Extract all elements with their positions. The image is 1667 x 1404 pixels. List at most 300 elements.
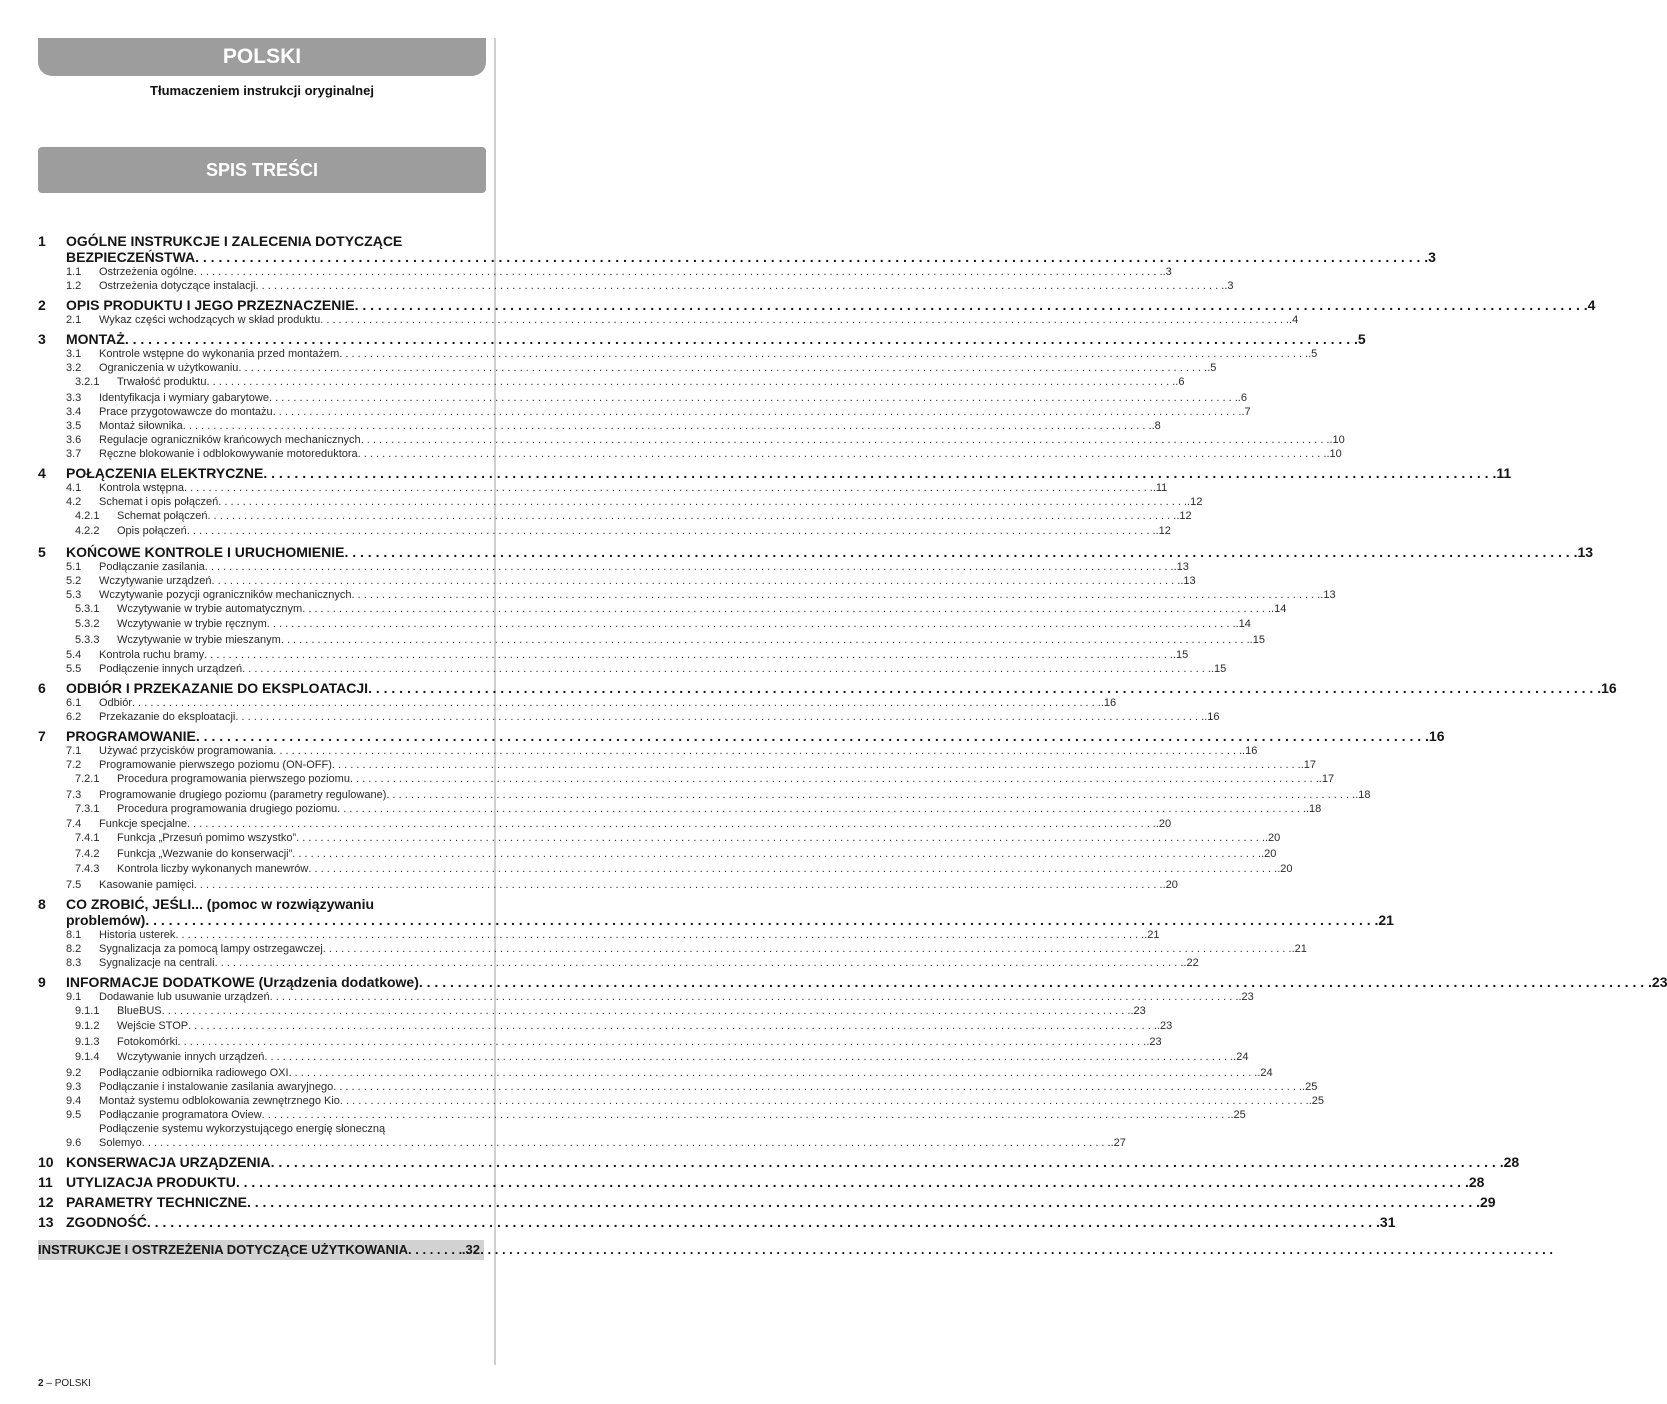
document-subtitle: Tłumaczeniem instrukcji oryginalnej [150, 83, 374, 98]
toc-leader-dots [408, 1242, 462, 1257]
toc-sub-line [99, 265, 1172, 279]
toc-main-entry [38, 1173, 1485, 1190]
toc-leader-dots [178, 1035, 1147, 1051]
toc-leader-dots [262, 1108, 1231, 1122]
toc-leader-dots [358, 447, 1327, 461]
toc-sub-entry [38, 481, 1168, 495]
toc-main-line [66, 297, 1595, 313]
toc-sub-number: 7.5 [66, 878, 82, 891]
toc-leader-dots [147, 1214, 1380, 1230]
toc-sub-title: Montaż systemu odblokowania zewnętrznego Kio [99, 1094, 340, 1107]
toc-main-title: ZGODNOŚĆ [66, 1213, 147, 1230]
toc-sub-entry [38, 1050, 1249, 1066]
toc-sub-line [99, 928, 1160, 942]
toc-main-body [66, 896, 1394, 928]
toc-sub-title: Wczytywanie urządzeń [99, 574, 212, 587]
toc-sub-page: .16 [1100, 697, 1117, 709]
toc-leader-dots [361, 433, 1330, 447]
toc-sub-body [99, 648, 1188, 662]
toc-main-body [66, 297, 1595, 313]
toc-sub-line [99, 942, 1307, 956]
toc-sub-line [99, 419, 1161, 433]
toc-leader-dots [350, 772, 1319, 788]
toc-sub-number: 9.1.4 [75, 1051, 100, 1063]
toc-sub-number: 1.2 [66, 280, 82, 292]
toc-main-page: 11 [1496, 464, 1512, 481]
toc-leader-dots [204, 648, 1173, 662]
toc-sub-number: 5.2 [66, 574, 82, 587]
toc-sub-body [117, 1019, 1172, 1035]
toc-section [38, 464, 1512, 540]
toc-leader-dots [132, 696, 1101, 710]
toc-leader-dots [183, 419, 1152, 433]
toc-leader-dots [194, 878, 1163, 892]
toc-sub-body [117, 375, 1184, 391]
toc-main-title: OGÓLNE INSTRUKCJE I ZALECENIA DOTYCZĄCE [66, 233, 403, 249]
toc-sub-page: .25 [1230, 1108, 1246, 1121]
toc-sub-title: Regulacje ograniczników krańcowych mechanicznych [99, 433, 361, 446]
toc-sub-body [99, 391, 1247, 405]
toc-leader-dots [175, 928, 1144, 942]
toc-sub-title: Solemyo [99, 1136, 142, 1149]
toc-sub-line [99, 560, 1189, 574]
toc-sub-number: 7.2.1 [75, 773, 100, 785]
toc-sub-number: 4.1 [66, 481, 82, 494]
toc-sub-entry [38, 710, 1220, 724]
toc-main-body [66, 680, 1617, 696]
toc-main-line [66, 233, 1436, 249]
toc-sub-page: .4 [1289, 314, 1299, 326]
toc-leader-dots [292, 847, 1261, 863]
toc-main-body [66, 974, 1667, 990]
toc-sub-title: Procedura programowania drugiego poziomu [117, 802, 338, 815]
toc-sub-entry [38, 648, 1189, 662]
toc-leader-dots [218, 495, 1187, 509]
toc-sub-title: Prace przygotowawcze do montażu [99, 405, 273, 418]
toc-sub-number: 3.5 [66, 419, 82, 432]
toc-leader-dots [194, 265, 1163, 279]
toc-sub-line [99, 1136, 1126, 1150]
toc-sub-body [99, 265, 1172, 279]
toc-leader-dots [196, 728, 1429, 744]
toc-sub-number: 1.1 [66, 266, 82, 278]
toc-leader-dots [296, 831, 1265, 847]
toc-sub-body [99, 447, 1342, 461]
toc-leader-dots [142, 1136, 1111, 1150]
toc-sub-title: Odbiór [99, 697, 133, 709]
toc-main-title: BEZPIECZEŃSTWA [66, 249, 196, 265]
toc-sub-number: 4.2.1 [75, 509, 100, 522]
toc-sub-body [99, 710, 1219, 724]
toc-leader-dots [323, 942, 1292, 956]
toc-sub-body [99, 758, 1316, 772]
toc-main-page: 5 [1357, 331, 1366, 347]
toc-leader-dots [208, 509, 1177, 525]
toc-sub-page: .27 [1110, 1136, 1126, 1149]
toc-main-body [66, 728, 1445, 744]
toc-section [38, 680, 1617, 724]
toc-sub-title: Funkcja „Przesuń pomimo wszystko” [117, 832, 297, 844]
toc-sub-line [99, 391, 1247, 405]
toc-sub-body [99, 313, 1298, 327]
toc-sub-title: Używać przycisków programowania [99, 745, 274, 757]
toc-sub-body [99, 347, 1317, 361]
toc-sub-entry [38, 878, 1178, 892]
toc-sub-title: Wczytywanie w trybie ręcznym [117, 618, 267, 630]
toc-main-title: INFORMACJE DODATKOWE (Urządzenia dodatkowe) [66, 973, 419, 990]
toc-sub-entry [38, 279, 1234, 293]
toc-heading-banner [38, 147, 486, 193]
toc-sub-entry [38, 696, 1117, 710]
toc-main-line [66, 728, 1445, 744]
toc-sub-number: 7.2 [66, 759, 82, 771]
toc-main-body [66, 1174, 1484, 1190]
toc-sub-entry [38, 560, 1189, 574]
toc-sub-line [117, 1004, 1146, 1020]
toc-sub-title: Podłączanie programatora Oview [99, 1108, 262, 1121]
toc-leader-dots [332, 758, 1301, 772]
toc-sub-body [99, 495, 1202, 509]
toc-sub-body [99, 744, 1257, 758]
toc-sub-body [117, 847, 1276, 863]
toc-sub-number: 9.1.1 [75, 1004, 100, 1017]
toc-sub-line [99, 313, 1298, 327]
toc-sub-body [99, 1094, 1324, 1108]
footer-language: POLSKI [54, 1378, 91, 1389]
toc-section [38, 543, 1594, 677]
toc-main-page: 28 [1503, 1153, 1520, 1170]
toc-sub-entry [38, 1004, 1146, 1020]
toc-main-page: 21 [1378, 911, 1394, 928]
toc-sub-title: Schemat i opis połączeń [99, 495, 219, 508]
toc-sub-page: .17 [1300, 759, 1317, 771]
toc-main-line [66, 331, 1366, 347]
toc-sub-line [99, 990, 1254, 1004]
toc-sub-entry [38, 1122, 1126, 1150]
toc-sub-title: Procedura programowania pierwszego poziomu [117, 773, 350, 785]
toc-sub-title: Opis połączeń [117, 525, 187, 537]
toc-leader-dots [267, 617, 1236, 633]
toc-section [38, 728, 1445, 892]
toc-sub-entry [38, 419, 1161, 433]
toc-sub-entry [38, 956, 1199, 970]
toc-sub-number: 5.5 [66, 663, 82, 675]
toc-sub-number: 4.2 [66, 495, 82, 508]
toc-sub-title: Wczytywanie w trybie mieszanym [117, 633, 281, 646]
toc-section [38, 895, 1394, 970]
toc-sub-line [117, 831, 1280, 847]
toc-leader-dots [269, 391, 1238, 405]
toc-main-line [66, 1194, 1496, 1210]
toc-main-number: 6 [38, 680, 46, 696]
toc-sub-page: .3 [1224, 280, 1234, 292]
toc-sub-entry [38, 405, 1251, 419]
toc-sub-title: Funkcja „Wezwanie do konserwacji” [117, 847, 293, 860]
toc-leader-dots [263, 465, 1496, 481]
toc-sub-number: 9.1.2 [75, 1020, 100, 1032]
toc-leader-dots [273, 744, 1242, 758]
toc-sub-page: .20 [1155, 818, 1172, 830]
toc-sub-entry [38, 1080, 1318, 1094]
toc-sub-line [99, 347, 1317, 361]
toc-sub-entry [38, 1094, 1325, 1108]
toc-sub-title: Kontrole wstępne do wykonania przed montażem [99, 348, 340, 360]
toc-sub-title: Sygnalizacja za pomocą lampy ostrzegawczej [99, 942, 323, 955]
toc-main-body [66, 331, 1366, 347]
toc-heading: SPIS TREŚCI [205, 159, 319, 180]
toc-sub-title: Historia usterek [99, 928, 176, 941]
toc-sub-title: Kontrola ruchu bramy [99, 649, 205, 661]
toc-sub-number: 8.3 [66, 956, 82, 969]
toc-sub-line [99, 956, 1199, 970]
toc-sub-title: BlueBUS [117, 1004, 162, 1017]
toc-main-entry [38, 680, 1617, 696]
toc-sub-title: Kontrola wstępna [99, 481, 184, 494]
toc-leader-dots [333, 1080, 1302, 1094]
toc-main-title: CO ZROBIĆ, JEŚLI... (pomoc w rozwiązywaniu [66, 895, 375, 912]
toc-sub-line [99, 574, 1196, 588]
toc-sub-entry [38, 831, 1281, 847]
toc-sub-entry [38, 1066, 1273, 1080]
toc-sub-line [99, 481, 1167, 495]
toc-leader-dots [271, 1154, 1504, 1170]
footer-page-number: 2 [38, 1378, 44, 1389]
toc-sub-page: .25 [1308, 1094, 1325, 1107]
toc-sub-line [99, 405, 1251, 419]
toc-leader-dots [188, 1019, 1157, 1035]
toc-sub-body [99, 481, 1167, 495]
toc-sub-page: .18 [1355, 788, 1371, 801]
toc-sub-title: Wczytywanie innych urządzeń [117, 1051, 265, 1063]
toc-sub-page: .15 [1210, 663, 1227, 675]
toc-leader-dots [339, 347, 1308, 361]
toc-main-number: 4 [38, 464, 46, 481]
toc-leader-dots [206, 375, 1175, 391]
toc-sub-body [99, 279, 1234, 293]
toc-leader-dots [236, 1174, 1469, 1190]
toc-main-title: PARAMETRY TECHNICZNE [66, 1193, 247, 1210]
toc-sub-entry [38, 802, 1322, 818]
toc-sub-number: 3.2 [66, 362, 82, 374]
toc-sub-page: .14 [1271, 602, 1287, 615]
language-title: POLSKI [222, 45, 302, 68]
toc-main-number: 2 [38, 297, 46, 313]
toc-leader-dots [302, 602, 1271, 618]
toc-main-entry [38, 1153, 1520, 1170]
toc-sub-line [99, 662, 1226, 676]
toc-sub-entry [38, 588, 1336, 602]
user-instructions-bar [38, 1240, 484, 1260]
toc-sub-line [117, 862, 1292, 878]
toc-sub-line [117, 602, 1286, 618]
toc-sub-entry [38, 574, 1196, 588]
toc-main-number: 1 [38, 233, 46, 249]
toc-sub-title: Ręczne blokowanie i odblokowywanie motoreduktora [99, 447, 358, 460]
toc-sub-number: 3.7 [66, 447, 82, 460]
toc-leader-dots [270, 990, 1239, 1004]
toc-sub-body [99, 788, 1370, 802]
toc-sub-line [117, 633, 1265, 649]
toc-main-entry [38, 233, 1436, 265]
toc-sub-title: Fotokomórki [117, 1035, 178, 1048]
toc-sub-line [99, 744, 1257, 758]
toc-sub-line [99, 1108, 1246, 1122]
toc-sub-title: Podłączanie i instalowanie zasilania awaryjnego [99, 1080, 334, 1093]
toc-section [38, 1193, 1496, 1210]
toc-main-entry [38, 1193, 1496, 1210]
toc-sub-entry [38, 602, 1287, 618]
toc-leader-dots [337, 802, 1306, 818]
toc-leader-dots [235, 710, 1204, 724]
toc-main-page: 16 [1428, 728, 1445, 744]
toc-leader-dots [162, 1004, 1131, 1020]
toc-sub-body [117, 862, 1292, 878]
toc-main-number: 11 [38, 1173, 53, 1190]
toc-sub-entry [38, 990, 1254, 1004]
toc-main-entry [38, 297, 1596, 313]
toc-sub-page: .5 [1308, 348, 1318, 360]
toc-main-number: 3 [38, 331, 46, 347]
toc-sub-body [99, 574, 1196, 588]
toc-sub-line [99, 279, 1234, 293]
toc-main-body [66, 1214, 1396, 1230]
toc-leader-dots [355, 297, 1588, 313]
toc-leader-dots [344, 544, 1577, 560]
toc-leader-dots [187, 524, 1156, 540]
toc-sub-number: 2.1 [66, 314, 82, 326]
toc-sub-body [117, 802, 1321, 818]
toc-sub-line [99, 433, 1345, 447]
toc-sub-number: 4.2.2 [75, 525, 100, 537]
toc-sub-body [99, 928, 1160, 942]
toc-sub-page: .6 [1175, 376, 1185, 388]
language-banner [38, 38, 486, 76]
toc-sub-entry [38, 375, 1185, 391]
toc-sub-body [99, 361, 1216, 375]
toc-sub-number: 3.6 [66, 433, 82, 446]
toc-main-title: MONTAŻ [66, 331, 125, 347]
toc-sub-page: .15 [1172, 649, 1189, 661]
toc-sub-title: Podłączenie systemu wykorzystującego energię słoneczną [99, 1122, 386, 1135]
toc-main-entry [38, 543, 1594, 560]
toc-main-page: 29 [1480, 1193, 1496, 1210]
toc-main-entry [38, 895, 1394, 928]
toc-leader-dots [320, 313, 1289, 327]
toc-sub-body [99, 817, 1171, 831]
toc-sub-entry [38, 347, 1318, 361]
toc-main-page: 13 [1577, 543, 1594, 560]
toc-sub-number: 8.1 [66, 928, 82, 941]
toc-main-body [66, 544, 1593, 560]
toc-main-number: 12 [38, 1193, 54, 1210]
toc-sub-entry [38, 744, 1258, 758]
toc-sub-page: .16 [1204, 711, 1220, 723]
toc-leader-dots [281, 633, 1250, 649]
toc-leader-dots [264, 1050, 1233, 1066]
toc-sub-entry [38, 817, 1172, 831]
toc-sub-body [99, 560, 1189, 574]
toc-sub-line [99, 878, 1178, 892]
toc-leader-dots [247, 1194, 1480, 1210]
toc-main-line [66, 680, 1617, 696]
toc-section [38, 233, 1436, 293]
toc-section [38, 297, 1596, 327]
toc-leader-dots [351, 588, 1320, 602]
toc-leader-dots [187, 817, 1156, 831]
toc-sub-line [117, 1019, 1172, 1035]
toc-main-line [66, 912, 1394, 928]
toc-sub-line [99, 588, 1336, 602]
toc-sub-number: 9.1.3 [75, 1035, 100, 1048]
toc-sub-title: Przekazanie do eksploatacji [99, 711, 236, 723]
toc-sub-body [117, 509, 1192, 525]
toc-sub-number: 3.2.1 [75, 376, 100, 388]
toc-sub-line [117, 375, 1184, 391]
toc-sub-line [99, 1080, 1317, 1094]
toc-sub-page: .13 [1173, 560, 1189, 573]
toc-section [38, 331, 1366, 461]
toc-sub-entry [38, 788, 1371, 802]
toc-sub-line [99, 758, 1316, 772]
toc-sub-page: .23 [1146, 1035, 1162, 1048]
toc-sub-number: 9.6 [66, 1136, 82, 1149]
toc-leader-dots [289, 1066, 1258, 1080]
toc-main-entry [38, 464, 1512, 481]
toc-leader-dots [308, 862, 1277, 878]
toc-sub-page: .12 [1187, 495, 1203, 508]
toc-sub-number: 6.2 [66, 711, 82, 723]
toc-main-line [66, 896, 1394, 912]
toc-main-page: 3 [1428, 249, 1436, 265]
toc-sub-body [99, 1066, 1273, 1080]
toc-sub-line [99, 696, 1116, 710]
toc-sub-page: .21 [1291, 942, 1307, 955]
toc-main-line [66, 465, 1511, 481]
toc-sub-number: 7.4.1 [75, 832, 100, 844]
toc-sub-number: 3.1 [66, 348, 82, 360]
toc-sub-line [99, 710, 1219, 724]
toc-sub-line [117, 509, 1192, 525]
toc-sub-number: 9.2 [66, 1066, 82, 1079]
toc-sub-entry [38, 758, 1317, 772]
toc-sub-page: .14 [1235, 618, 1251, 630]
toc-sub-entry [38, 1035, 1162, 1051]
toc-sub-page: .16 [1242, 745, 1258, 757]
toc-section [38, 1153, 1520, 1170]
toc-sub-title: Podłączenie innych urządzeń [99, 663, 243, 675]
toc-main-body [66, 1154, 1519, 1170]
toc-sub-line [99, 1122, 1126, 1136]
toc-main-body [66, 465, 1511, 481]
toc-main-line [66, 1154, 1519, 1170]
toc-leader-dots [195, 249, 1428, 265]
toc-main-page: 31 [1379, 1213, 1396, 1230]
toc-sub-number: 7.1 [66, 745, 82, 757]
toc-sub-body [99, 696, 1116, 710]
toc-sub-body [99, 878, 1178, 892]
toc-sub-page: .5 [1207, 362, 1217, 374]
toc-sub-body [99, 433, 1345, 447]
toc-sub-number: 9.3 [66, 1080, 82, 1093]
toc-sub-number: 7.3.1 [75, 802, 100, 815]
toc-sub-entry [38, 1019, 1173, 1035]
toc-main-line [66, 1214, 1396, 1230]
toc-sub-body [117, 772, 1334, 788]
toc-section [38, 973, 1667, 1150]
toc-sub-line [117, 847, 1276, 863]
toc-main-title: UTYLIZACJA PRODUKTU [66, 1173, 236, 1190]
toc-sub-entry [38, 447, 1342, 461]
